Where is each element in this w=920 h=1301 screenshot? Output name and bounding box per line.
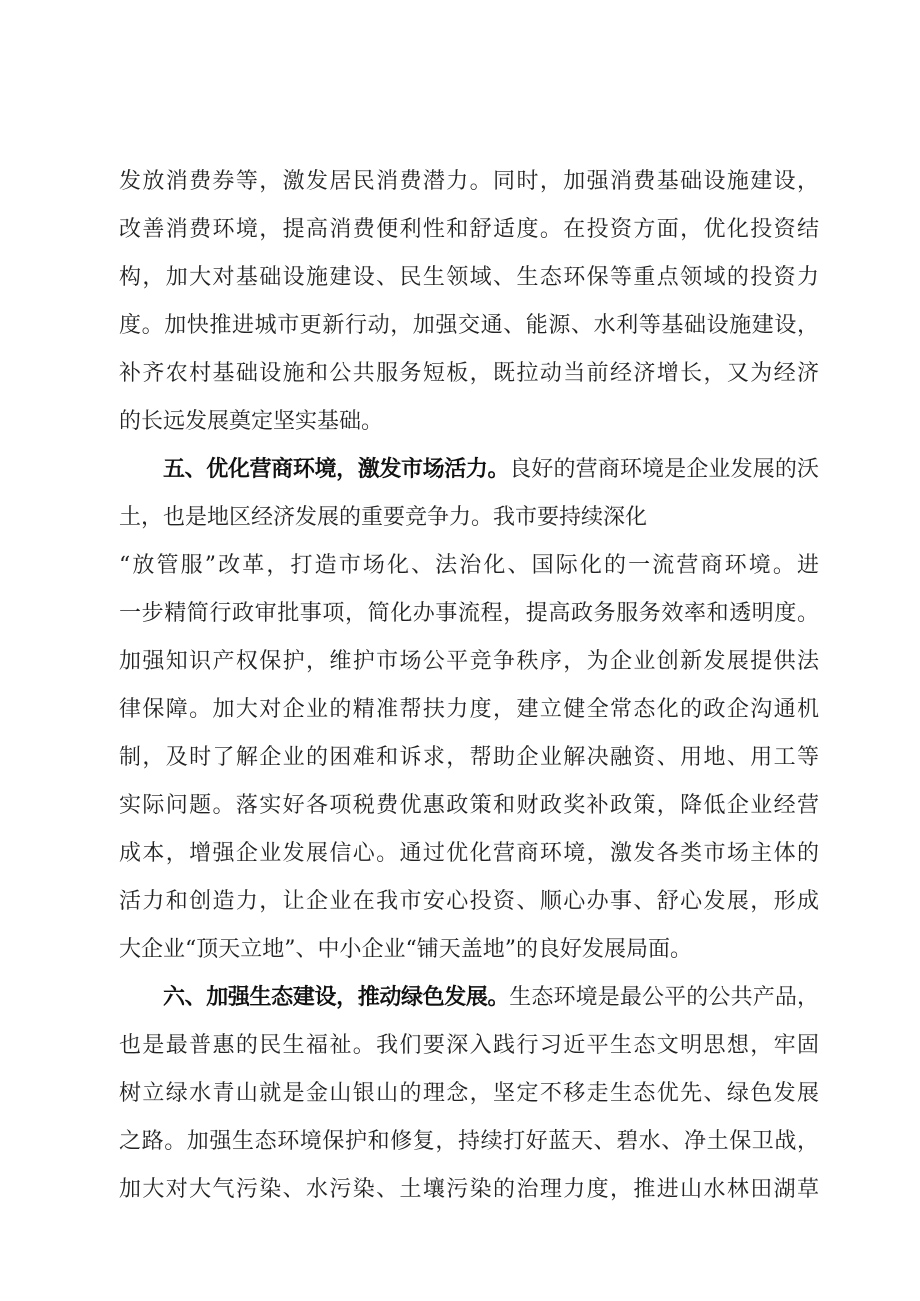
- body-text-line: 土，也是地区经济发展的重要竞争力。我市要持续深化: [119, 505, 648, 530]
- body-text-line: 树立绿水青山就是金山银山的理念，坚定不移走生态优先、绿色发展: [119, 1081, 819, 1106]
- body-text-line: 度。加快推进城市更新行动，加强交通、能源、水利等基础设施建设，: [119, 313, 819, 338]
- body-text-line: “放管服”改革，打造市场化、法治化、国际化的一流营商环境。进: [119, 553, 819, 578]
- paragraph-first-line: [163, 450, 819, 490]
- body-text-line: 律保障。加大对企业的精准帮扶力度，建立健全常态化的政企沟通机: [119, 697, 819, 722]
- body-text-line: 加强知识产权保护，维护市场公平竞争秩序，为企业创新发展提供法: [119, 649, 819, 674]
- paragraph-first-line: [163, 978, 819, 1018]
- body-text-line: 制，及时了解企业的困难和诉求，帮助企业解决融资、用地、用工等: [119, 745, 819, 770]
- body-text-line: 改善消费环境，提高消费便利性和舒适度。在投资方面，优化投资结: [119, 217, 819, 242]
- body-text-line: 的长远发展奠定坚实基础。: [119, 409, 384, 434]
- section-heading: 五、优化营商环境，激发市场活力。: [163, 457, 510, 482]
- body-text: 生态环境是最公平的公共产品，: [509, 985, 819, 1010]
- body-text-line: 一步精简行政审批事项，简化办事流程，提高政务服务效率和透明度。: [119, 601, 819, 626]
- body-text-line: 发放消费券等，激发居民消费潜力。同时，加强消费基础设施建设，: [119, 169, 819, 194]
- body-text-line: 实际问题。落实好各项税费优惠政策和财政奖补政策，降低企业经营: [119, 793, 819, 818]
- body-text-line: 大企业“顶天立地”、中小企业“铺天盖地”的良好发展局面。: [119, 937, 692, 962]
- body-text-line: 也是最普惠的民生福祉。我们要深入践行习近平生态文明思想，牢固: [119, 1033, 819, 1058]
- section-heading: 六、加强生态建设，推动绿色发展。: [163, 985, 510, 1010]
- body-text-line: 加大对大气污染、水污染、土壤污染的治理力度，推进山水林田湖草: [119, 1177, 819, 1202]
- body-text-line: 补齐农村基础设施和公共服务短板，既拉动当前经济增长，又为经济: [119, 361, 819, 386]
- body-text-line: 之路。加强生态环境保护和修复，持续打好蓝天、碧水、净土保卫战，: [119, 1129, 819, 1154]
- body-text: 良好的营商环境是企业发展的沃: [509, 457, 819, 482]
- body-text-line: 构，加大对基础设施建设、民生领域、生态环保等重点领域的投资力: [119, 265, 819, 290]
- body-text-line: 成本，增强企业发展信心。通过优化营商环境，激发各类市场主体的: [119, 841, 819, 866]
- body-text-line: 活力和创造力，让企业在我市安心投资、顺心办事、舒心发展，形成: [119, 889, 819, 914]
